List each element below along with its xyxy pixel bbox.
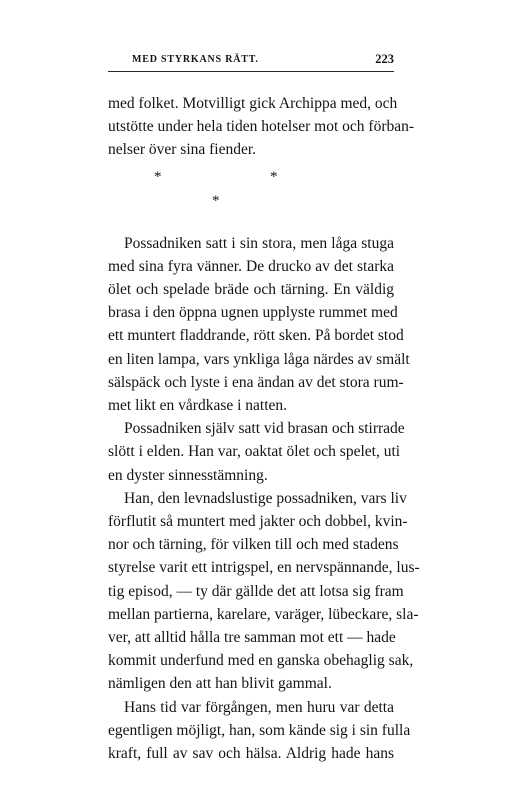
running-title: MED STYRKANS RÄTT.	[132, 54, 259, 65]
text-line: Han, den levnadslustige possadniken, vars liv	[124, 489, 407, 507]
text-line: sälspäck och lyste i ena ändan av det stora rum-	[108, 373, 404, 391]
paragraph-5	[108, 696, 411, 766]
text-line: Possadniken satt i sin stora, men låga stuga	[124, 234, 394, 252]
page-number: 223	[375, 52, 394, 66]
paragraph-3	[108, 417, 405, 487]
text-line: met likt en vårdkase i natten.	[108, 397, 288, 415]
text-line: nämligen den att han blivit gammal.	[108, 675, 332, 693]
text-line: egentligen möjligt, han, som kände sig i sin fulla	[108, 721, 411, 739]
text-line: ver, att alltid hålla tre samman mot ett — hade	[108, 629, 396, 647]
paragraph-4	[108, 487, 420, 696]
text-line: Hans tid var förgången, men huru var detta	[124, 698, 394, 716]
text-line: brasa i den öppna ugnen upplyste rummet med	[108, 304, 398, 322]
section-gap	[108, 220, 394, 232]
text-line: med sina fyra vänner. De drucko av det starka	[108, 257, 394, 275]
asterisk: *	[212, 192, 220, 209]
text-line: en liten lampa, vars ynkliga låga närdes av smält	[108, 350, 410, 368]
section-break-asterisks	[108, 162, 394, 220]
text-line: kommit underfund med en ganska obehaglig sak,	[108, 652, 414, 670]
text-line: nelser över sina fiender.	[108, 141, 257, 159]
header-rule	[108, 71, 394, 72]
text-line: Possadniken själv satt vid brasan och stirrade	[124, 420, 405, 438]
text-line: ölet och spelade bräde och tärning. En väldig	[108, 281, 394, 299]
text-line: ett muntert fladdrande, rött sken. På bordet stod	[108, 327, 404, 345]
text-line: slött i elden. Han var, oaktat ölet och spelet, uti	[108, 443, 401, 461]
text-line: en dyster sinnesstämning.	[108, 466, 268, 484]
text-line: mellan partierna, karelare, varäger, lübeckare, sla-	[108, 605, 419, 623]
text-line: med folket. Motvilligt gick Archippa med, och	[108, 95, 398, 112]
asterisk: *	[270, 168, 278, 185]
paragraph-2	[108, 232, 410, 418]
body-text	[108, 92, 420, 765]
text-line: tig episod, — ty där gällde det att lotsa sig fram	[108, 582, 404, 600]
paragraph-1	[108, 92, 415, 162]
text-line: kraft, full av sav och hälsa. Aldrig hade hans	[108, 745, 394, 763]
text-line: styrelse varit ett intrigspel, en nervspännande, lus-	[108, 559, 420, 577]
text-line: utstötte under hela tiden hotelser mot och förban-	[108, 118, 415, 136]
text-line: förflutit så muntert med jakter och dobbel, kvin-	[108, 513, 408, 531]
asterisk: *	[154, 168, 162, 185]
text-line: nor och tärning, för vilken till och med stadens	[108, 536, 399, 554]
page-header	[108, 54, 394, 72]
